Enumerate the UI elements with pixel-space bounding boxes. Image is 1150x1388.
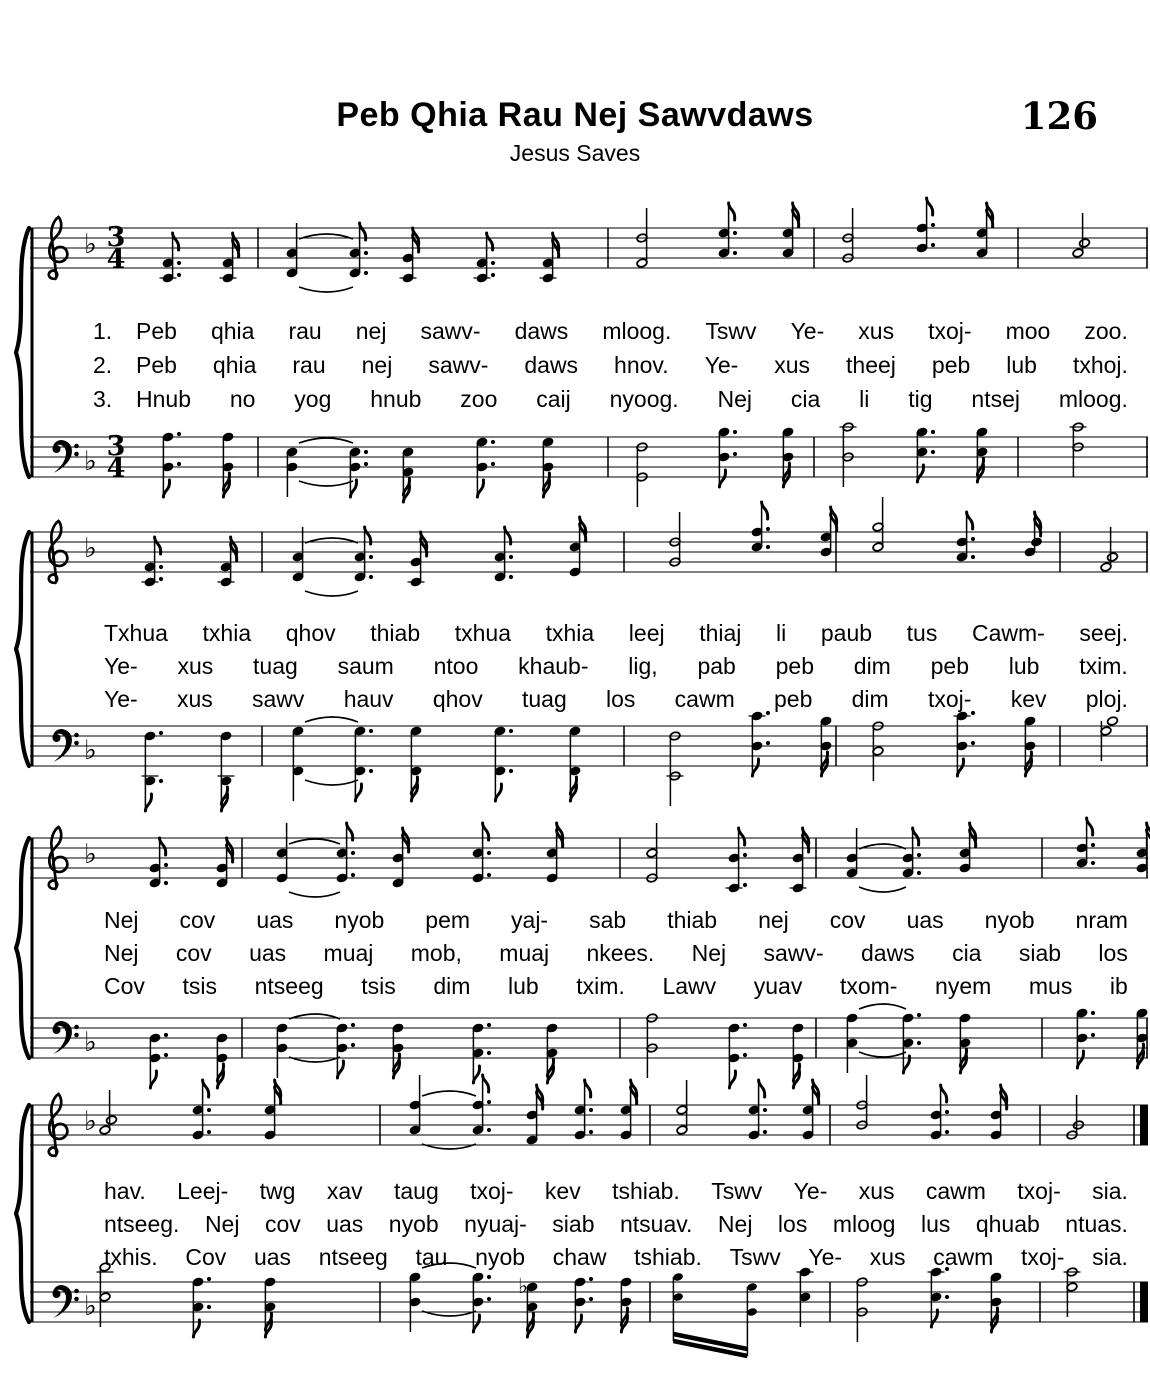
lyric-syllable: Hnub	[136, 386, 191, 412]
lyric-syllable: ntsuav.	[619, 1211, 693, 1237]
lyric-syllable: kev	[1010, 686, 1047, 712]
lyric-syllable: peb	[931, 352, 971, 378]
key-flat-sign: ♭	[84, 1027, 97, 1058]
lyric-syllable: caij	[536, 386, 571, 412]
lyric-syllable: xus	[858, 318, 895, 344]
lyric-syllable: thiab	[667, 907, 718, 933]
lyric-syllable: thiaj	[699, 620, 742, 646]
lyric-syllable: tshiab.	[612, 1178, 680, 1204]
lyric-syllable: kev	[544, 1178, 581, 1204]
lyric-syllable: tau	[415, 1244, 448, 1270]
key-flat-sign: ♭	[84, 1106, 97, 1137]
lyric-syllable: pem	[425, 907, 471, 933]
lyric-syllable: txoj-	[470, 1178, 514, 1204]
lyric-syllable: xus	[774, 352, 811, 378]
lyric-syllable: moo	[1005, 318, 1051, 344]
lyric-syllable: mloog	[832, 1211, 896, 1237]
lyric-syllable: nyob	[475, 1244, 526, 1270]
lyric-syllable: leej	[628, 620, 665, 646]
hymn-number: 126	[1020, 94, 1098, 138]
lyrics-line-v2	[104, 1209, 1128, 1239]
lyric-syllable: Ye-	[104, 653, 138, 679]
lyric-syllable: xus	[869, 1244, 906, 1270]
lyric-syllable: txoj-	[928, 318, 972, 344]
lyric-syllable: daws	[514, 318, 569, 344]
lyrics-line-v1	[104, 618, 1128, 648]
treble-staff	[30, 178, 1150, 318]
lyric-syllable: ntseeg	[318, 1244, 388, 1270]
lyric-syllable: xav	[326, 1178, 363, 1204]
lyric-syllable: qhov	[285, 620, 336, 646]
lyric-syllable: rau	[288, 318, 322, 344]
lyric-syllable: Nej	[104, 940, 139, 966]
lyric-syllable: peb	[775, 653, 814, 679]
lyric-syllable: tuag	[521, 686, 567, 712]
lyric-syllable: saum	[337, 653, 394, 679]
lyric-syllable: Cov	[104, 973, 145, 999]
lyric-syllable: chaw	[552, 1244, 607, 1270]
lyric-syllable: siab	[1018, 940, 1062, 966]
lyric-syllable: ntoo	[433, 653, 479, 679]
hymn-title: Peb Qhia Rau Nej Sawvdaws	[336, 96, 814, 134]
lyric-syllable: Tswv	[729, 1244, 781, 1270]
lyric-syllable: ntseeg.	[104, 1211, 180, 1237]
lyric-syllable: uas	[256, 907, 294, 933]
lyrics-line-v1	[104, 905, 1128, 935]
lyric-syllable: daws	[860, 940, 915, 966]
lyric-syllable: dim	[853, 653, 891, 679]
lyric-syllable: txhia	[202, 620, 252, 646]
key-flat-sign: ♭	[84, 229, 97, 260]
lyric-syllable: nej	[361, 352, 393, 378]
lyric-syllable: txhia	[545, 620, 595, 646]
lyric-syllable: ploj.	[1085, 686, 1128, 712]
lyric-syllable: lub	[508, 973, 539, 999]
lyric-syllable: lig,	[628, 653, 658, 679]
lyric-syllable: uas	[249, 940, 287, 966]
lyric-syllable: Tswv	[705, 318, 757, 344]
lyric-syllable: los	[1098, 940, 1128, 966]
verse-number: 1.	[93, 318, 113, 344]
lyric-syllable: nej	[355, 318, 387, 344]
lyric-syllable: uas	[253, 1244, 292, 1270]
lyric-syllable: yog	[294, 386, 332, 412]
lyric-syllable: txoj-	[927, 686, 972, 712]
lyric-syllable: Ye-	[104, 686, 138, 712]
lyric-syllable: peb	[774, 686, 813, 712]
lyric-syllable: khaub-	[518, 653, 589, 679]
lyric-syllable: ib	[1109, 973, 1128, 999]
lyric-syllable: lub	[1008, 653, 1040, 679]
lyric-syllable: Ye-	[808, 1244, 843, 1270]
lyric-syllable: xus	[858, 1178, 895, 1204]
lyric-syllable: ntsej	[971, 386, 1021, 412]
lyric-syllable: Ye-	[793, 1178, 828, 1204]
lyric-syllable: cawm	[933, 1244, 994, 1270]
lyric-syllable: Cov	[185, 1244, 227, 1270]
lyric-syllable: pab	[697, 653, 736, 679]
lyrics-line-v1	[104, 1176, 1128, 1206]
lyric-syllable: Nej	[104, 907, 139, 933]
lyric-syllable: nyob	[984, 907, 1035, 933]
lyric-syllable: Ye-	[704, 352, 739, 378]
lyric-syllable: hauv	[343, 686, 394, 712]
lyric-syllable: cov	[264, 1211, 301, 1237]
lyric-syllable: tuag	[253, 653, 298, 679]
svg-text:♭: ♭	[518, 1274, 528, 1298]
lyric-syllable: nyuaj-	[464, 1211, 527, 1237]
lyric-syllable: nyoog.	[609, 386, 679, 412]
lyric-syllable: Tswv	[711, 1178, 763, 1204]
lyric-syllable: qhuab	[975, 1211, 1040, 1237]
lyric-syllable: tshiab.	[634, 1244, 702, 1270]
lyric-syllable: sawv-	[763, 940, 824, 966]
lyric-syllable: Ye-	[790, 318, 825, 344]
lyric-syllable: taug	[393, 1178, 439, 1204]
lyric-syllable: xus	[177, 653, 214, 679]
lyric-syllable: peb	[930, 653, 969, 679]
lyric-syllable: txoj-	[1017, 1178, 1061, 1204]
lyric-syllable: Txhua	[104, 620, 168, 646]
lyric-syllable: nkees.	[586, 940, 655, 966]
hymn-subtitle: Jesus Saves	[509, 140, 641, 166]
lyric-syllable: ntseeg	[254, 973, 324, 999]
lyric-syllable: Nej	[717, 386, 753, 412]
lyric-syllable: Nej	[204, 1211, 240, 1237]
lyric-syllable: txoj-	[1021, 1244, 1065, 1270]
lyric-syllable: tig	[908, 386, 933, 412]
lyrics-line-v3	[104, 971, 1128, 1001]
lyric-syllable: thiab	[370, 620, 421, 646]
time-sig-lower: 4	[106, 453, 126, 484]
lyric-syllable: cov	[179, 907, 216, 933]
lyric-syllable: nyob	[334, 907, 385, 933]
lyrics-line-v3	[136, 384, 1128, 414]
lyric-syllable: xus	[176, 686, 213, 712]
lyric-syllable: hnov.	[614, 352, 669, 378]
lyric-syllable: txim.	[1079, 653, 1128, 679]
lyric-syllable: txhua	[454, 620, 511, 646]
lyric-syllable: zoo	[460, 386, 498, 412]
lyric-syllable: rau	[292, 352, 326, 378]
lyric-syllable: li	[776, 620, 787, 646]
lyric-syllable: zoo.	[1084, 318, 1128, 344]
lyric-syllable: lub	[1006, 352, 1037, 378]
time-sig-lower: 4	[106, 244, 126, 275]
key-flat-sign: ♭	[84, 735, 97, 766]
lyric-syllable: nyob	[388, 1211, 439, 1237]
lyric-syllable: Peb	[136, 352, 177, 378]
treble-staff	[30, 1055, 1150, 1195]
lyric-syllable: yuav	[753, 973, 803, 999]
lyrics-line-v3	[104, 684, 1128, 714]
lyric-syllable: dim	[851, 686, 889, 712]
lyric-syllable: los	[606, 686, 636, 712]
lyric-syllable: twg	[259, 1178, 296, 1204]
lyric-syllable: siab	[552, 1211, 595, 1237]
verse-number: 2.	[93, 352, 113, 378]
lyrics-line-v2	[104, 938, 1128, 968]
lyrics-line-v3	[104, 1242, 1128, 1272]
lyric-syllable: nej	[758, 907, 789, 933]
lyric-syllable: uas	[326, 1211, 364, 1237]
lyric-syllable: nyem	[935, 973, 992, 999]
lyric-syllable: qhia	[212, 352, 257, 378]
lyric-syllable: sawv	[252, 686, 305, 712]
lyric-syllable: mloog.	[602, 318, 672, 344]
time-sig-upper: 3	[106, 222, 126, 253]
lyric-syllable: cov	[175, 940, 212, 966]
key-flat-sign: ♭	[84, 533, 97, 564]
time-sig-upper: 3	[106, 431, 126, 462]
lyric-syllable: daws	[524, 352, 579, 378]
lyrics-line-v1	[136, 316, 1128, 346]
lyric-syllable: li	[859, 386, 870, 412]
lyric-syllable: tus	[906, 620, 938, 646]
lyric-syllable: mob,	[410, 940, 462, 966]
lyric-syllable: cawm	[674, 686, 735, 712]
lyric-syllable: txhis.	[104, 1244, 158, 1270]
lyric-syllable: los	[777, 1211, 808, 1237]
lyric-syllable: hnub	[370, 386, 422, 412]
lyric-syllable: seej.	[1079, 620, 1128, 646]
lyric-syllable: mloog.	[1058, 386, 1128, 412]
lyrics-line-v2	[136, 350, 1128, 380]
lyric-syllable: cia	[790, 386, 821, 412]
key-flat-sign: ♭	[84, 446, 97, 477]
lyric-syllable: Nej	[691, 940, 727, 966]
verse-number: 3.	[93, 386, 113, 412]
lyric-syllable: cia	[952, 940, 982, 966]
lyric-syllable: cov	[829, 907, 866, 933]
lyric-syllable: muaj	[323, 940, 374, 966]
lyric-syllable: paub	[820, 620, 873, 646]
lyric-syllable: qhia	[210, 318, 255, 344]
lyric-syllable: no	[229, 386, 256, 412]
lyric-syllable: dim	[433, 973, 471, 999]
lyric-syllable: ntuas.	[1065, 1211, 1128, 1237]
lyric-syllable: Nej	[717, 1211, 753, 1237]
lyric-syllable: muaj	[499, 940, 550, 966]
lyric-syllable: hav.	[104, 1178, 146, 1204]
lyric-syllable: nram	[1075, 907, 1128, 933]
lyric-syllable: qhov	[432, 686, 483, 712]
lyric-syllable: sia.	[1092, 1178, 1128, 1204]
key-flat-sign: ♭	[84, 839, 97, 870]
lyric-syllable: txim.	[576, 973, 625, 999]
lyric-syllable: txom-	[839, 973, 898, 999]
lyric-syllable: tsis	[361, 973, 396, 999]
lyric-syllable: cawm	[925, 1178, 986, 1204]
lyric-syllable: sab	[589, 907, 627, 933]
lyric-syllable: theej	[846, 352, 896, 378]
lyric-syllable: sawv-	[420, 318, 481, 344]
lyric-syllable: lus	[920, 1211, 951, 1237]
lyric-syllable: uas	[906, 907, 944, 933]
lyric-syllable: Leej-	[177, 1178, 229, 1204]
lyric-syllable: yaj-	[511, 907, 549, 933]
key-flat-sign: ♭	[84, 1291, 97, 1322]
lyric-syllable: Lawv	[662, 973, 717, 999]
lyric-syllable: txhoj.	[1072, 352, 1128, 378]
lyric-syllable: Peb	[136, 318, 177, 344]
lyric-syllable: tsis	[182, 973, 217, 999]
lyrics-line-v2	[104, 651, 1128, 681]
lyric-syllable: mus	[1028, 973, 1073, 999]
treble-staff	[30, 482, 1150, 622]
lyric-syllable: sia.	[1092, 1244, 1128, 1270]
lyric-syllable: Cawm-	[971, 620, 1045, 646]
lyric-syllable: sawv-	[428, 352, 489, 378]
